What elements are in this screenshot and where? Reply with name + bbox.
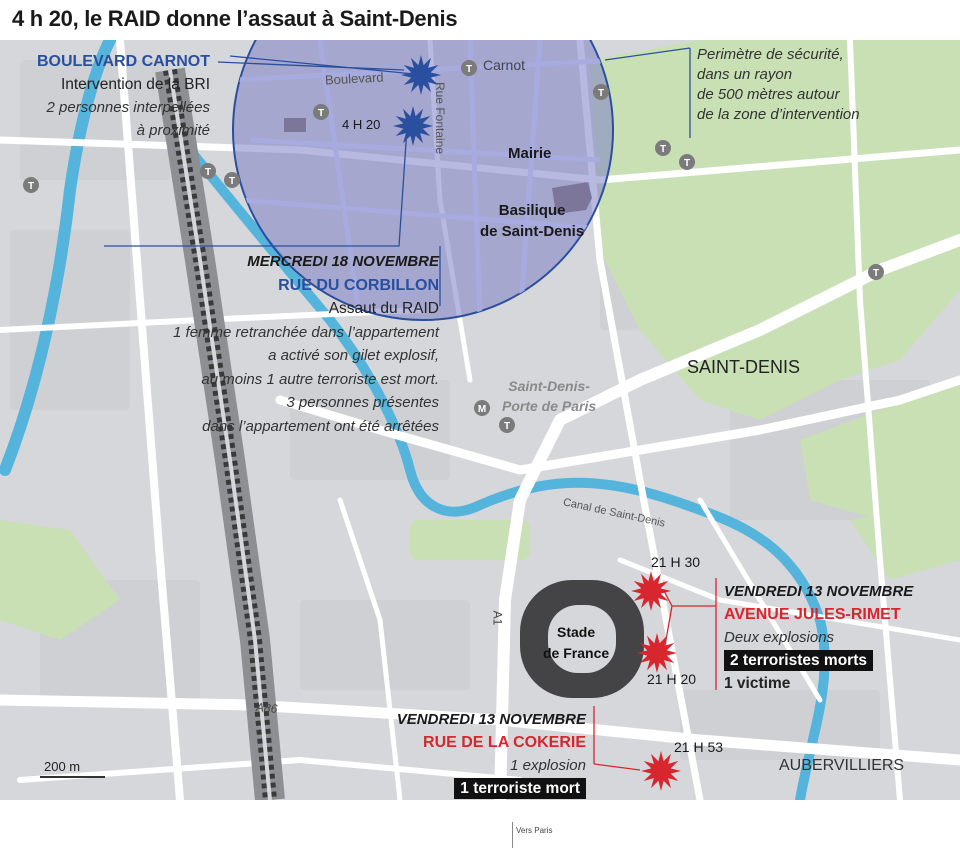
station-line-2: Porte de Paris: [502, 398, 597, 414]
raid-date: MERCREDI 18 NOVEMBRE: [247, 253, 439, 270]
street-label-carnot: Carnot: [483, 57, 526, 73]
svg-text:T: T: [503, 421, 511, 432]
street-label-boulevard: Boulevard: [324, 69, 384, 88]
jules-rimet-date: VENDREDI 13 NOVEMBRE: [724, 583, 914, 600]
basilique-line-2: de Saint-Denis: [480, 223, 585, 240]
cokerie-note: 1 explosion: [510, 757, 586, 774]
svg-text:T: T: [659, 144, 667, 155]
canal-label: Canal de Saint-Denis: [561, 496, 667, 530]
carnot-note-2: à proximité: [136, 122, 210, 139]
annotation-boulevard-carnot: [37, 50, 210, 142]
annotation-cokerie: [397, 708, 586, 800]
stade-line-2: de France: [543, 645, 610, 661]
scale-label: 200 m: [44, 759, 81, 774]
perimeter-line-1: Perimètre de sécurité,: [697, 46, 844, 63]
stade-line-1: Stade: [557, 624, 596, 640]
svg-text:T: T: [465, 64, 473, 75]
street-label-fontaine: Rue Fontaine: [433, 82, 447, 155]
direction-label: Vers Paris: [516, 826, 553, 835]
station-label: [502, 376, 596, 416]
svg-text:T: T: [683, 158, 691, 169]
cokerie-date: VENDREDI 13 NOVEMBRE: [396, 711, 586, 728]
time-label-2120: 21 H 20: [647, 671, 697, 687]
footer: [0, 800, 960, 854]
cokerie-dead: 1 terroriste mort: [454, 778, 586, 799]
svg-text:T: T: [27, 181, 35, 192]
annotation-raid: [173, 250, 439, 438]
raid-detail-1: 1 femme retranchée dans l’appartement: [173, 323, 439, 341]
cokerie-place: RUE DE LA COKERIE: [423, 734, 586, 751]
svg-text:T: T: [872, 268, 880, 279]
road-label-a86: A86: [255, 700, 278, 716]
svg-text:T: T: [597, 88, 605, 99]
perimeter-line-2: dans un rayon: [697, 66, 793, 83]
road-label-a1: A1: [490, 610, 505, 626]
carnot-note-1: 2 personnes interpellées: [46, 99, 210, 116]
jules-rimet-victims: 1 victime: [724, 675, 791, 692]
raid-detail-4: 3 personnes présentes: [286, 394, 439, 411]
map-title: 4 h 20, le RAID donne l’assaut à Saint-Denis: [12, 6, 458, 31]
place-label-stade: [543, 622, 609, 664]
carnot-line: Intervention de la BRI: [60, 76, 210, 93]
annotation-perimeter: [697, 45, 860, 125]
raid-time-label: 4 H 20: [342, 117, 381, 132]
svg-text:T: T: [228, 176, 236, 187]
time-label-2153: 21 H 53: [674, 739, 724, 755]
jules-rimet-place: AVENUE JULES-RIMET: [724, 606, 901, 623]
svg-text:M: M: [477, 404, 487, 415]
perimeter-line-3: de 500 mètres autour: [697, 86, 840, 103]
svg-text:T: T: [317, 108, 325, 119]
annotation-jules-rimet: [724, 580, 913, 695]
time-label-2130: 21 H 30: [651, 554, 701, 570]
raid-line: Assaut du RAID: [328, 300, 439, 317]
place-label-saint-denis: SAINT-DENIS: [687, 357, 801, 377]
basilique-line-1: Basilique: [498, 202, 566, 219]
perimeter-line-4: de la zone d’intervention: [697, 106, 860, 123]
svg-text:T: T: [204, 167, 212, 178]
station-line-1: Saint-Denis-: [508, 378, 590, 394]
jules-rimet-note: Deux explosions: [724, 629, 835, 646]
direction-line: [512, 822, 513, 848]
place-label-basilique: [480, 200, 584, 242]
raid-place: RUE DU CORBILLON: [278, 276, 439, 294]
raid-detail-3: au moins 1 autre terroriste est mort.: [201, 370, 439, 388]
raid-detail-2: a activé son gilet explosif,: [268, 347, 439, 364]
raid-detail-5: dans l’appartement ont été arrêtées: [202, 417, 439, 435]
place-label-mairie: Mairie: [508, 145, 552, 162]
jules-rimet-dead: 2 terroristes morts: [724, 650, 873, 671]
place-label-aubervilliers: AUBERVILLIERS: [779, 757, 905, 774]
carnot-heading: BOULEVARD CARNOT: [36, 53, 210, 70]
